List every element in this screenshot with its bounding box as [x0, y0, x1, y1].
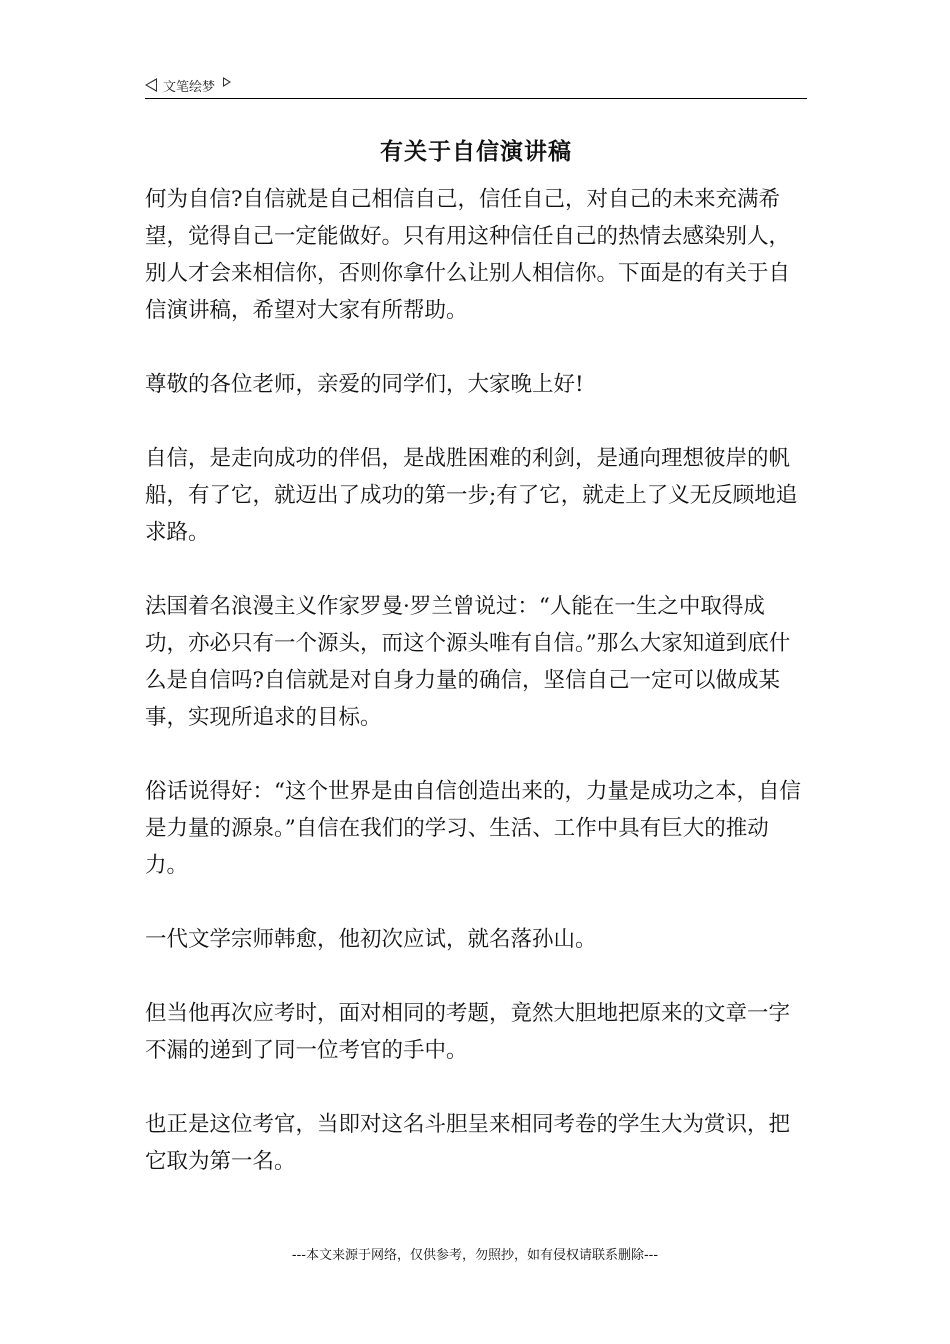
paragraph: 尊敬的各位老师，亲爱的同学们，大家晚上好! [145, 372, 584, 397]
paragraph: 也正是这位考官，当即对这名斗胆呈来相同考卷的学生大为赏识，把它取为第一名。 [145, 1112, 791, 1174]
paragraph: 但当他再次应考时，面对相同的考题，竟然大胆地把原来的文章一字不漏的递到了同一位考官的手中。 [145, 1001, 791, 1063]
paragraph: 一代文学宗师韩愈，他初次应试，就名落孙山。 [145, 927, 597, 952]
document-title: 有关于自信演讲稿 [380, 139, 572, 165]
paragraph: 俗话说得好：“这个世界是由自信创造出来的，力量是成功之本，自信是力量的源泉。”自信在我们的学习、生活、工作中具有巨大的推动力。 [145, 779, 801, 878]
triangle-left-icon [145, 78, 157, 92]
paragraph: 法国着名浪漫主义作家罗曼·罗兰曾说过：“人能在一生之中取得成功，亦必只有一个源头，而这个源头唯有自信。”那么大家知道到底什么是自信吗?自信就是对自身力量的确信，坚信自己一定可以做成某事，实现所追求的目标。 [145, 594, 791, 730]
paragraph: 自信，是走向成功的伴侣，是战胜困难的利剑，是通向理想彼岸的帆船，有了它，就迈出了成功的第一步;有了它，就走上了义无反顾地追求路。 [145, 446, 798, 545]
header-label: 文笔绘梦 [163, 79, 216, 95]
triangle-right-icon [223, 77, 231, 87]
page-footer: ---本文来源于网络，仅供参考，勿照抄，如有侵权请联系删除--- [291, 1248, 659, 1263]
page-header [145, 72, 807, 99]
document-body [145, 181, 807, 1217]
paragraph: 何为自信?自信就是自己相信自己，信任自己，对自己的未来充满希望，觉得自己一定能做好。只有用这种信任自己的热情去感染别人，别人才会来相信你，否则你拿什么让别人相信你。下面是的有关于自信演讲稿，希望对大家有所帮助。 [145, 187, 791, 323]
